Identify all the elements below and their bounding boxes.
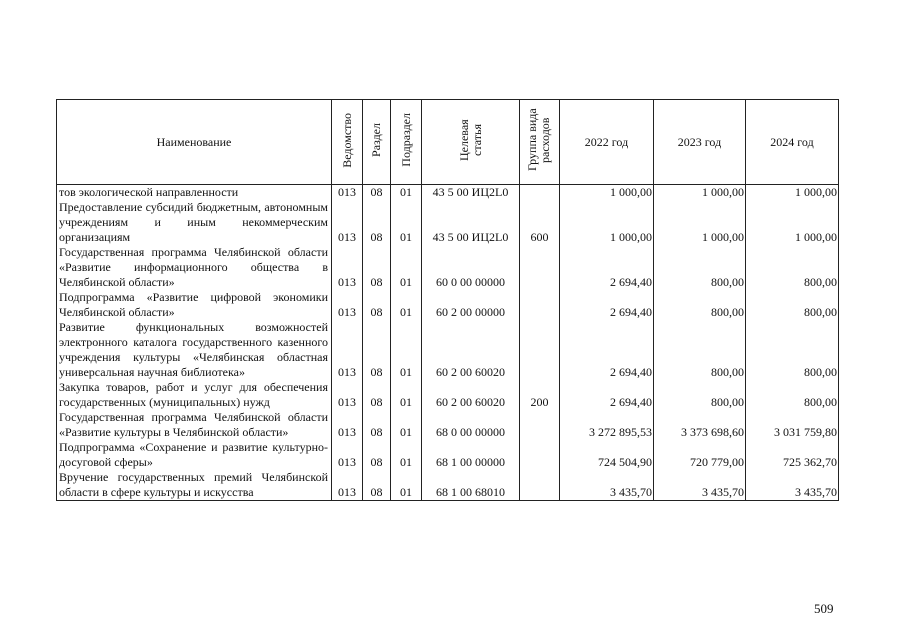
- row-2022: 2 694,40: [560, 245, 654, 290]
- row-subsection: 01: [391, 200, 422, 245]
- row-2022: 2 694,40: [560, 290, 654, 320]
- header-year-2023-label: 2023 год: [677, 134, 722, 149]
- budget-table-container: [56, 99, 838, 501]
- header-expense-group-label: Группа вида расходов: [524, 108, 552, 172]
- row-2024: 1 000,00: [746, 200, 839, 245]
- row-2022: 3 435,70: [560, 470, 654, 501]
- row-section: 08: [363, 245, 391, 290]
- row-name: Закупка товаров, работ и услуг для обеспечения государственных (муниципальных) нужд: [57, 380, 332, 410]
- header-target-item-label: Целевая статья: [456, 119, 484, 161]
- row-subsection: 01: [391, 380, 422, 410]
- row-2024: 3 031 759,80: [746, 410, 839, 440]
- row-group: [520, 470, 560, 501]
- row-2024: 800,00: [746, 245, 839, 290]
- table-row: [57, 320, 839, 380]
- row-group: [520, 410, 560, 440]
- header-year-2022-label: 2022 год: [584, 134, 629, 149]
- table-row: [57, 290, 839, 320]
- table-row: [57, 200, 839, 245]
- row-2023: 800,00: [654, 290, 746, 320]
- row-ministry: 013: [332, 185, 363, 201]
- row-group: [520, 290, 560, 320]
- row-subsection: 01: [391, 470, 422, 501]
- header-target-item: [422, 100, 520, 185]
- row-target: 60 2 00 00000: [422, 290, 520, 320]
- header-year-2023: [654, 100, 746, 185]
- header-subsection: [391, 100, 422, 185]
- row-2024: 725 362,70: [746, 440, 839, 470]
- row-subsection: 01: [391, 320, 422, 380]
- row-section: 08: [363, 440, 391, 470]
- row-2023: 800,00: [654, 380, 746, 410]
- row-section: 08: [363, 470, 391, 501]
- row-target: 60 2 00 60020: [422, 380, 520, 410]
- row-group: [520, 185, 560, 201]
- header-year-2024-label: 2024 год: [770, 134, 814, 149]
- header-ministry-label: Ведомство: [339, 112, 354, 168]
- row-2022: 3 272 895,53: [560, 410, 654, 440]
- header-section-label: Раздел: [369, 123, 383, 157]
- row-name: тов экологической направленности: [57, 185, 332, 201]
- row-target: 43 5 00 ИЦ2L0: [422, 185, 520, 201]
- header-year-2024: [746, 100, 839, 185]
- row-section: 08: [363, 185, 391, 201]
- row-target: 68 1 00 00000: [422, 440, 520, 470]
- row-name: Вручение государственных премий Челябинской области в сфере культуры и искусства: [57, 470, 332, 501]
- row-2022: 2 694,40: [560, 380, 654, 410]
- row-ministry: 013: [332, 440, 363, 470]
- header-name: [57, 100, 332, 185]
- row-group: [520, 440, 560, 470]
- row-subsection: 01: [391, 245, 422, 290]
- row-name: Государственная программа Челябинской области «Развитие информационного общества в Челябинской области»: [57, 245, 332, 290]
- row-target: 60 2 00 60020: [422, 320, 520, 380]
- row-ministry: 013: [332, 320, 363, 380]
- row-2023: 720 779,00: [654, 440, 746, 470]
- header-name-label: Наименование: [156, 134, 232, 149]
- table-row: [57, 185, 839, 201]
- row-group: 600: [520, 200, 560, 245]
- row-name: Подпрограмма «Сохранение и развитие культурно-досуговой сферы»: [57, 440, 332, 470]
- row-target: 68 1 00 68010: [422, 470, 520, 501]
- row-2024: 3 435,70: [746, 470, 839, 501]
- row-subsection: 01: [391, 410, 422, 440]
- row-ministry: 013: [332, 290, 363, 320]
- row-2022: 2 694,40: [560, 320, 654, 380]
- row-name: Подпрограмма «Развитие цифровой экономики Челябинской области»: [57, 290, 332, 320]
- row-group: [520, 245, 560, 290]
- row-2023: 1 000,00: [654, 185, 746, 201]
- row-section: 08: [363, 410, 391, 440]
- row-section: 08: [363, 380, 391, 410]
- row-name: Предоставление субсидий бюджетным, автономным учреждениям и иным некоммерческим организациям: [57, 200, 332, 245]
- table-row: [57, 410, 839, 440]
- row-2024: 800,00: [746, 290, 839, 320]
- row-ministry: 013: [332, 470, 363, 501]
- row-section: 08: [363, 290, 391, 320]
- row-2023: 3 373 698,60: [654, 410, 746, 440]
- header-subsection-label: Подраздел: [398, 113, 413, 167]
- row-2024: 800,00: [746, 320, 839, 380]
- header-ministry: [332, 100, 363, 185]
- row-target: 43 5 00 ИЦ2L0: [422, 200, 520, 245]
- row-ministry: 013: [332, 410, 363, 440]
- row-group: [520, 320, 560, 380]
- row-name: Государственная программа Челябинской области «Развитие культуры в Челябинской области»: [57, 410, 332, 440]
- row-target: 68 0 00 00000: [422, 410, 520, 440]
- row-2023: 3 435,70: [654, 470, 746, 501]
- row-2022: 1 000,00: [560, 200, 654, 245]
- row-subsection: 01: [391, 185, 422, 201]
- header-expense-group: [520, 100, 560, 185]
- row-section: 08: [363, 200, 391, 245]
- row-ministry: 013: [332, 200, 363, 245]
- header-section: [363, 100, 391, 185]
- row-2023: 1 000,00: [654, 200, 746, 245]
- table-header-row: [57, 100, 839, 185]
- table-row: [57, 380, 839, 410]
- row-2024: 1 000,00: [746, 185, 839, 201]
- table-row: [57, 245, 839, 290]
- budget-table: [56, 99, 839, 501]
- row-name: Развитие функциональных возможностей электронного каталога государственного казенного учреждения культуры «Челябинская областная универсальная научная библиотека»: [57, 320, 332, 380]
- row-subsection: 01: [391, 290, 422, 320]
- header-year-2022: [560, 100, 654, 185]
- row-ministry: 013: [332, 245, 363, 290]
- row-2022: 724 504,90: [560, 440, 654, 470]
- row-2024: 800,00: [746, 380, 839, 410]
- table-row: [57, 470, 839, 501]
- row-subsection: 01: [391, 440, 422, 470]
- row-2023: 800,00: [654, 245, 746, 290]
- row-group: 200: [520, 380, 560, 410]
- row-target: 60 0 00 00000: [422, 245, 520, 290]
- row-2022: 1 000,00: [560, 185, 654, 201]
- page-number: 509: [814, 601, 834, 616]
- row-ministry: 013: [332, 380, 363, 410]
- row-2023: 800,00: [654, 320, 746, 380]
- table-row: [57, 440, 839, 470]
- row-section: 08: [363, 320, 391, 380]
